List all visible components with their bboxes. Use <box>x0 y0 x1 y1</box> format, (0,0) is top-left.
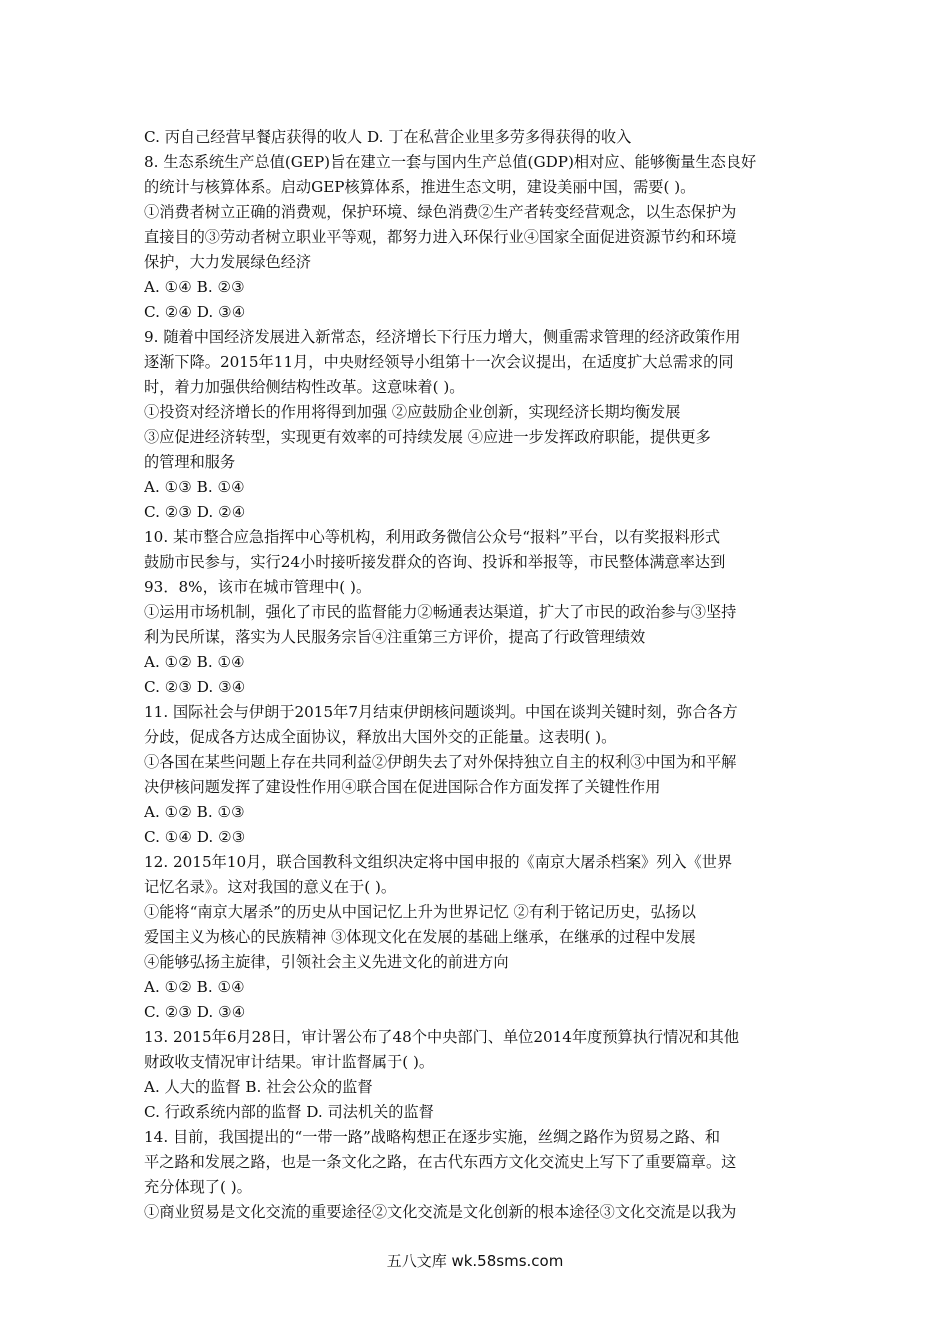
text-line: ①商业贸易是文化交流的重要途径②文化交流是文化创新的根本途径③文化交流是以我为 <box>144 1203 737 1221</box>
text-line: ④能够弘扬主旋律，引领社会主义先进文化的前进方向 <box>144 953 509 971</box>
answer-options: C. ②③ D. ③④ <box>144 678 246 696</box>
text-line: 的管理和服务 <box>144 453 236 471</box>
text-line: 利为民所谋，落实为人民服务宗旨④注重第三方评价，提高了行政管理绩效 <box>144 628 646 646</box>
question-11-line: 11. 国际社会与伊朗于2015年7月结束伊朗核问题谈判。中国在谈判关键时刻，弥合各方 <box>144 703 738 721</box>
text-line: 平之路和发展之路，也是一条文化之路，在古代东西方文化交流史上写下了重要篇章。这 <box>144 1153 737 1171</box>
question-9-line: 9. 随着中国经济发展进入新常态，经济增长下行压力增大，侧重需求管理的经济政策作用 <box>144 328 741 346</box>
answer-options: C. 行政系统内部的监督 D. 司法机关的监督 <box>144 1103 434 1121</box>
answer-options: A. ①② B. ①③ <box>144 803 245 821</box>
text-line: 逐渐下降。2015年11月，中央财经领导小组第十一次会议提出，在适度扩大总需求的同 <box>144 353 734 371</box>
text-line: 决伊核问题发挥了建设性作用④联合国在促进国际合作方面发挥了关键性作用 <box>144 778 661 796</box>
document-body <box>144 125 808 1225</box>
answer-options: A. ①② B. ①④ <box>144 978 245 996</box>
text-line: C. 丙自己经营早餐店获得的收人 D. 丁在私营企业里多劳多得获得的收入 <box>144 128 632 146</box>
text-line: ①能将“南京大屠杀”的历史从中国记忆上升为世界记忆 ②有利于铭记历史，弘扬以 <box>144 903 696 921</box>
answer-options: A. ①② B. ①④ <box>144 653 245 671</box>
answer-options: A. 人大的监督 B. 社会公众的监督 <box>144 1078 373 1096</box>
text-line: 93．8%，该市在城市管理中( )。 <box>144 578 372 596</box>
text-line: 分歧，促成各方达成全面协议，释放出大国外交的正能量。这表明( )。 <box>144 728 617 746</box>
question-13-line: 13. 2015年6月28日，审计署公布了48个中央部门、单位2014年度预算执行情况和其他 <box>144 1028 740 1046</box>
text-line: ③应促进经济转型，实现更有效率的可持续发展 ④应进一步发挥政府职能，提供更多 <box>144 428 711 446</box>
text-line: 财政收支情况审计结果。审计监督属于( )。 <box>144 1053 435 1071</box>
text-line: 的统计与核算体系。启动GEP核算体系，推进生态文明，建设美丽中国，需要( )。 <box>144 178 696 196</box>
question-12-line: 12. 2015年10月，联合国教科文组织决定将中国申报的《南京大屠杀档案》列入《世界 <box>144 853 733 871</box>
text-line: 保护，大力发展绿色经济 <box>144 253 312 271</box>
text-line: ①消费者树立正确的消费观，保护环境、绿色消费②生产者转变经营观念，以生态保护为 <box>144 203 737 221</box>
answer-options: C. ②③ D. ②④ <box>144 503 246 521</box>
text-line: 时，着力加强供给侧结构性改革。这意味着( )。 <box>144 378 465 396</box>
text-line: 爱国主义为核心的民族精神 ③体现文化在发展的基础上继承，在继承的过程中发展 <box>144 928 696 946</box>
text-line: 记忆名录》。这对我国的意义在于( )。 <box>144 878 397 896</box>
text-line: 直接目的③劳动者树立职业平等观，都努力进入环保行业④国家全面促进资源节约和环境 <box>144 228 737 246</box>
question-14-line: 14. 目前，我国提出的“一带一路”战略构想正在逐步实施，丝绸之路作为贸易之路、和 <box>144 1128 721 1146</box>
answer-options: C. ②③ D. ③④ <box>144 1003 246 1021</box>
text-line: ①投资对经济增长的作用将得到加强 ②应鼓励企业创新，实现经济长期均衡发展 <box>144 403 681 421</box>
answer-options: A. ①③ B. ①④ <box>144 478 245 496</box>
question-10-line: 10. 某市整合应急指挥中心等机构，利用政务微信公众号“报料”平台，以有奖报料形式 <box>144 528 721 546</box>
text-line: 充分体现了( )。 <box>144 1178 252 1196</box>
text-line: 鼓励市民参与，实行24小时接听接发群众的咨询、投诉和举报等，市民整体满意率达到 <box>144 553 726 571</box>
question-8-line: 8. 生态系统生产总值(GEP)旨在建立一套与国内生产总值(GDP)相对应、能够衡量生态良好 <box>144 153 757 171</box>
answer-options: C. ①④ D. ②③ <box>144 828 246 846</box>
text-line: ①运用市场机制，强化了市民的监督能力②畅通表达渠道，扩大了市民的政治参与③坚持 <box>144 603 737 621</box>
footer-watermark: 五八文库 wk.58sms.com <box>386 1252 564 1270</box>
text-line: ①各国在某些问题上存在共同利益②伊朗失去了对外保持独立自主的权利③中国为和平解 <box>144 753 737 771</box>
answer-options: C. ②④ D. ③④ <box>144 303 246 321</box>
answer-options: A. ①④ B. ②③ <box>144 278 245 296</box>
